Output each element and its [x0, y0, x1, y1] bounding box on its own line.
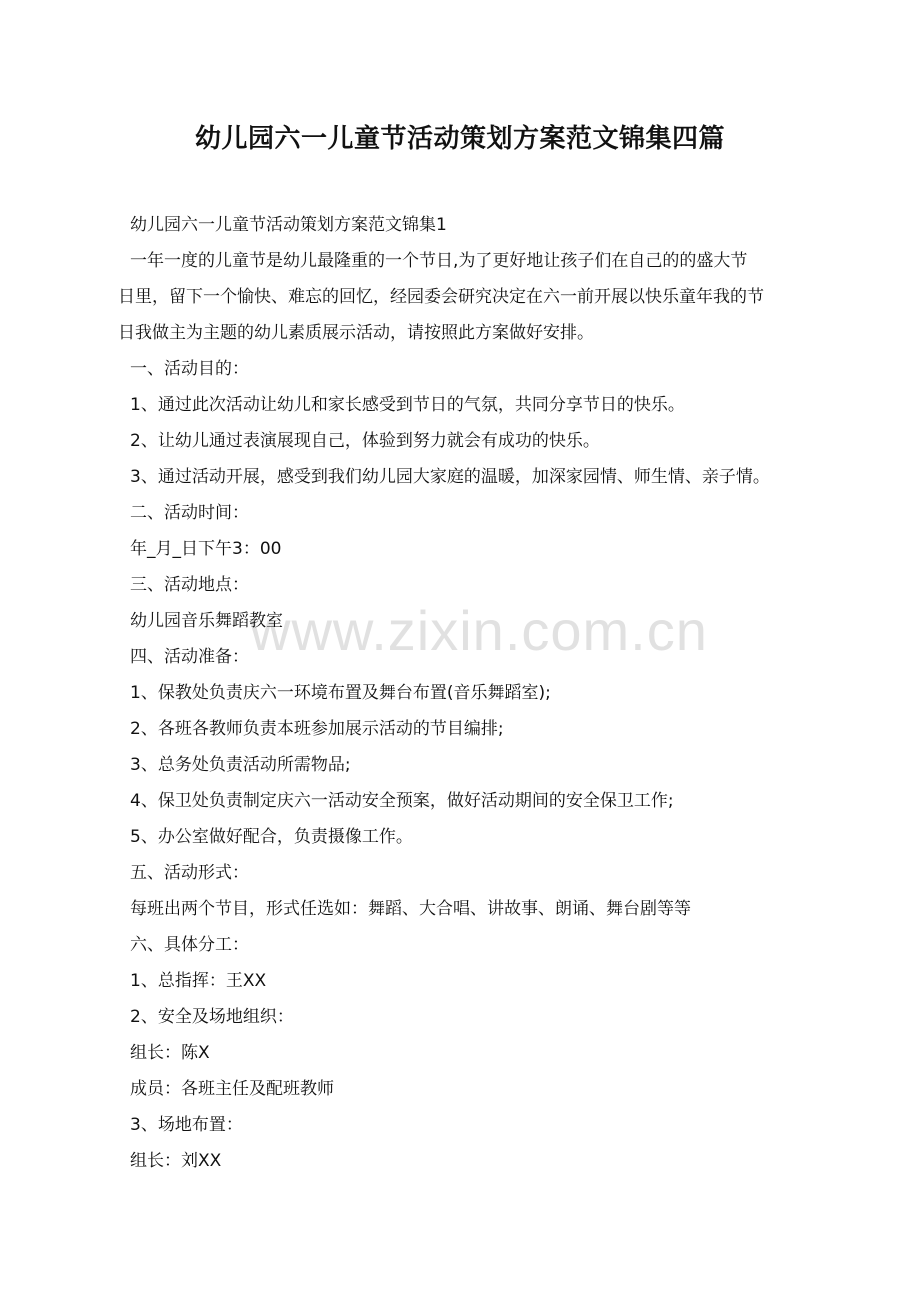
text-line: 年_月_日下午3：00 [130, 539, 282, 559]
watermark: www.zixin.com.cn [250, 599, 708, 662]
document-title: 幼儿园六一儿童节活动策划方案范文锦集四篇 [194, 124, 725, 154]
paragraph-line: 日我做主为主题的幼儿素质展示活动，请按照此方案做好安排。 [118, 323, 594, 343]
heading-division: 六、具体分工： [130, 935, 249, 955]
list-item: 2、各班各教师负责本班参加展示活动的节目编排; [130, 719, 504, 739]
heading-format: 五、活动形式： [130, 863, 249, 883]
list-item: 5、办公室做好配合，负责摄像工作。 [130, 827, 413, 847]
heading-location: 三、活动地点： [130, 575, 249, 595]
document-body [118, 207, 830, 1179]
list-item: 1、总指挥：王XX [130, 971, 267, 991]
paragraph-line: 日里，留下一个愉快、难忘的回忆，经园委会研究决定在六一前开展以快乐童年我的节 [118, 287, 764, 307]
list-item: 1、通过此次活动让幼儿和家长感受到节日的气氛，共同分享节日的快乐。 [130, 395, 685, 415]
paragraph-line: 一年一度的儿童节是幼儿最隆重的一个节日,为了更好地让孩子们在自己的的盛大节 [130, 251, 748, 271]
text-line: 幼儿园音乐舞蹈教室 [130, 611, 283, 631]
heading-purpose: 一、活动目的： [130, 359, 249, 379]
intro-paragraph [118, 243, 830, 351]
heading-preparation: 四、活动准备： [130, 647, 249, 667]
list-item: 3、通过活动开展，感受到我们幼儿园大家庭的温暖，加深家园情、师生情、亲子情。 [130, 467, 770, 487]
heading-time: 二、活动时间： [130, 503, 249, 523]
text-line: 组长：陈X [130, 1043, 210, 1063]
list-item: 3、总务处负责活动所需物品; [130, 755, 351, 775]
text-line: 成员：各班主任及配班教师 [130, 1079, 334, 1099]
list-item: 3、场地布置： [130, 1115, 243, 1135]
list-item: 2、让幼儿通过表演展现自己，体验到努力就会有成功的快乐。 [130, 431, 600, 451]
section-subtitle: 幼儿园六一儿童节活动策划方案范文锦集1 [130, 215, 447, 235]
list-item: 4、保卫处负责制定庆六一活动安全预案，做好活动期间的安全保卫工作; [130, 791, 674, 811]
list-item: 1、保教处负责庆六一环境布置及舞台布置(音乐舞蹈室); [130, 683, 551, 703]
list-item: 2、安全及场地组织： [130, 1007, 294, 1027]
text-line: 每班出两个节目，形式任选如：舞蹈、大合唱、讲故事、朗诵、舞台剧等等 [130, 899, 691, 919]
text-line: 组长：刘XX [130, 1151, 222, 1171]
